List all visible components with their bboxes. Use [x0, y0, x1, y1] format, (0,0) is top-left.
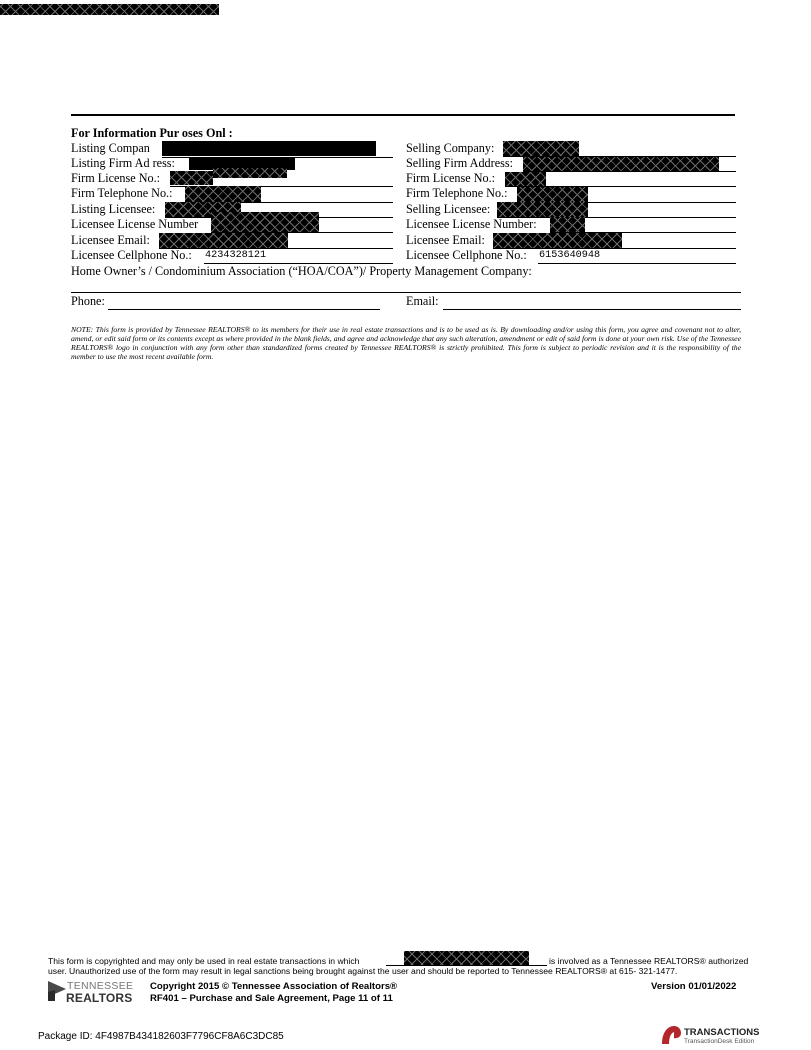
selling-licensee-email-label: Licensee Email: [406, 233, 485, 247]
footer-version: Version 01/01/2022 [651, 981, 737, 992]
footer-copyright: Copyright 2015 © Tennessee Association of Realtors® [150, 981, 398, 992]
listing-licensee-email-field[interactable] [159, 233, 288, 248]
listing-cellphone-label: Licensee Cellphone No.: [71, 248, 192, 262]
listing-company-label: Listing Compan [71, 141, 150, 155]
selling-licensee-email-field[interactable] [493, 233, 622, 248]
hoa-label: Home Owner’s / Condominium Association (“HOA/COA”)/ Property Management Company: [71, 264, 532, 278]
selling-cellphone-value[interactable]: 6153640948 [539, 250, 601, 261]
selling-firm-address-underline [523, 171, 736, 172]
listing-company-field[interactable] [162, 141, 376, 156]
phone-underline[interactable] [108, 309, 380, 310]
info-heading: For Information Pur oses Onl : [71, 126, 233, 140]
listing-firm-license-label: Firm License No.: [71, 171, 161, 185]
selling-company-label: Selling Company: [406, 141, 495, 155]
listing-firm-license-field-2[interactable] [213, 168, 287, 178]
copyright-notice-part1: This form is copyrighted and may only be used in real estate transactions in which [48, 956, 360, 966]
selling-licensee-field[interactable] [497, 202, 588, 217]
package-id: Package ID: 4F4987B434182603F7796CF8A6C3DC85 [38, 1031, 284, 1042]
listing-firm-license-field[interactable] [170, 171, 213, 185]
selling-cellphone-underline [538, 263, 736, 264]
selling-firm-phone-label: Firm Telephone No.: [406, 186, 508, 200]
selling-firm-address-label: Selling Firm Address: [406, 156, 513, 170]
phone-label: Phone: [71, 294, 105, 308]
selling-licensee-email-underline [493, 248, 736, 249]
email-label: Email: [406, 294, 439, 308]
transactions-brand-edition: TransactionDesk Edition [684, 1038, 755, 1045]
selling-licensee-license-label: Licensee License Number: [406, 217, 537, 231]
disclaimer-note: NOTE: This form is provided by Tennessee REALTORS® to its members for their use in real estate transactions and is to be used as is. By downloading and/or using this form, you agree and covenant not to alter, amend, or edit said form or its contents except as where provided in the blank fields, and agree and acknowledge that any such alteration, amendment or edit of said form is done at your own risk. Use of the Tennessee REALTORS® logo in conjunction with any form other than standardized forms created by Tennessee REALTORS® is strictly prohibited. This form is subject to periodic revision and it is the responsibility of the member to use the most recent available form. [71, 325, 741, 361]
selling-licensee-license-field[interactable] [550, 217, 585, 232]
header-redaction [0, 4, 219, 15]
listing-licensee-email-underline [159, 248, 393, 249]
copyright-notice-part3: user. Unauthorized use of the form may result in legal sanctions being brought against the user and should be reported to Tennessee REALTORS® at 615- 321-1477. [48, 966, 678, 976]
listing-licensee-license-field[interactable] [211, 212, 319, 232]
listing-firm-phone-field[interactable] [185, 186, 261, 202]
selling-firm-address-field[interactable] [523, 157, 719, 171]
selling-firm-license-field[interactable] [505, 172, 546, 186]
listing-firm-address-label: Listing Firm Ad ress: [71, 156, 175, 170]
selling-firm-license-label: Firm License No.: [406, 171, 496, 185]
email-underline[interactable] [443, 309, 741, 310]
listing-licensee-email-label: Licensee Email: [71, 233, 150, 247]
hoa-underline[interactable] [71, 292, 741, 293]
tennessee-realtors-logo-icon [47, 978, 67, 1002]
listing-cellphone-value[interactable]: 4234328121 [205, 250, 267, 261]
copyright-notice-part2: is involved as a Tennessee REALTORS® authorized [549, 956, 749, 966]
transactions-logo-icon [660, 1025, 682, 1045]
logo-text-tennessee: TENNESSEE [67, 980, 134, 992]
logo-text-realtors: REALTORS [66, 991, 133, 1005]
selling-licensee-label: Selling Licensee: [406, 202, 491, 216]
authorized-user-redaction [404, 951, 529, 965]
listing-licensee-license-label: Licensee License Number [71, 217, 199, 231]
listing-licensee-label: Listing Licensee: [71, 202, 156, 216]
listing-firm-phone-label: Firm Telephone No.: [71, 186, 173, 200]
transactions-brand-name: TRANSACTIONS [684, 1027, 760, 1038]
section-divider [71, 114, 735, 116]
selling-cellphone-label: Licensee Cellphone No.: [406, 248, 527, 262]
footer-form-title: RF401 – Purchase and Sale Agreement, Page 11 of 11 [150, 993, 393, 1004]
selling-company-field[interactable] [503, 141, 579, 156]
selling-firm-phone-field[interactable] [517, 187, 588, 203]
